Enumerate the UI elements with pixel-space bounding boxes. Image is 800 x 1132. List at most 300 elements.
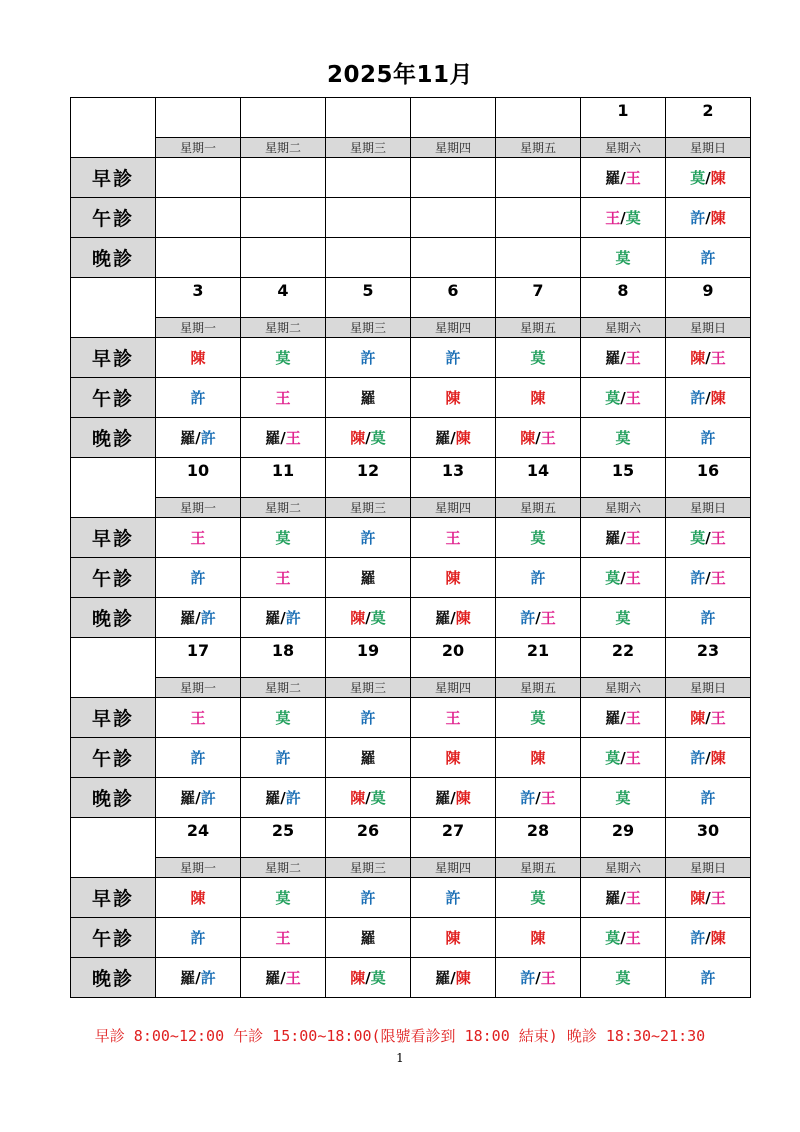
doctor-cell <box>326 198 411 238</box>
doctor-name: 王 <box>275 569 291 587</box>
doctor-name: 許 <box>700 969 716 987</box>
doctor-separator: / <box>705 529 711 547</box>
doctor-name: 莫 <box>530 889 546 907</box>
weekday-label: 星期六 <box>581 138 666 158</box>
date-cell: 29 <box>581 818 666 858</box>
doctor-cell <box>496 698 581 738</box>
doctor-name: 陳 <box>690 349 706 367</box>
doctor-name: 羅 <box>605 169 621 187</box>
slot-row-evening <box>71 418 751 458</box>
doctor-cell <box>496 238 581 278</box>
doctor-name: 陳 <box>710 209 726 227</box>
doctor-name: 羅 <box>180 609 196 627</box>
doctor-separator: / <box>280 969 286 987</box>
date-cell: 16 <box>666 458 751 498</box>
doctor-separator: / <box>280 429 286 447</box>
doctor-cell <box>666 158 751 198</box>
doctor-separator: / <box>195 789 201 807</box>
doctor-separator: / <box>620 569 626 587</box>
doctor-cell <box>156 338 241 378</box>
doctor-name: 許 <box>520 609 536 627</box>
doctor-separator: / <box>620 889 626 907</box>
doctor-separator: / <box>195 609 201 627</box>
doctor-name: 羅 <box>605 889 621 907</box>
doctor-name: 莫 <box>275 529 291 547</box>
date-cell: 26 <box>326 818 411 858</box>
doctor-separator: / <box>620 389 626 407</box>
doctor-cell <box>666 558 751 598</box>
date-cell: 4 <box>241 278 326 318</box>
doctor-cell <box>156 778 241 818</box>
doctor-name: 王 <box>190 709 206 727</box>
slot-label-evening: 晚診 <box>71 418 156 458</box>
date-cell: 8 <box>581 278 666 318</box>
weekday-label: 星期五 <box>496 498 581 518</box>
doctor-cell <box>581 778 666 818</box>
doctor-name: 羅 <box>605 349 621 367</box>
doctor-name: 王 <box>445 709 461 727</box>
doctor-name: 莫 <box>530 529 546 547</box>
doctor-name: 王 <box>190 529 206 547</box>
weekday-label: 星期六 <box>581 678 666 698</box>
weekday-label: 星期日 <box>666 678 751 698</box>
slot-row-evening <box>71 238 751 278</box>
weekday-row <box>71 678 751 698</box>
doctor-cell <box>411 198 496 238</box>
weekday-label: 星期四 <box>411 858 496 878</box>
date-cell: 7 <box>496 278 581 318</box>
doctor-cell <box>581 518 666 558</box>
doctor-name: 許 <box>360 709 376 727</box>
doctor-cell <box>326 778 411 818</box>
doctor-name: 莫 <box>615 609 631 627</box>
doctor-cell <box>581 418 666 458</box>
weekday-label: 星期二 <box>241 858 326 878</box>
doctor-name: 羅 <box>435 969 451 987</box>
doctor-cell <box>581 878 666 918</box>
doctor-cell <box>156 878 241 918</box>
doctor-cell <box>241 338 326 378</box>
doctor-name: 羅 <box>180 969 196 987</box>
weekday-row <box>71 138 751 158</box>
doctor-name: 王 <box>285 969 301 987</box>
date-cell <box>496 98 581 138</box>
weekday-label: 星期五 <box>496 138 581 158</box>
week-corner-cell <box>71 818 156 878</box>
doctor-name: 王 <box>285 429 301 447</box>
weekday-label: 星期四 <box>411 138 496 158</box>
weekday-label: 星期二 <box>241 318 326 338</box>
weekday-row <box>71 318 751 338</box>
doctor-name: 羅 <box>265 969 281 987</box>
doctor-name: 許 <box>190 569 206 587</box>
date-cell: 2 <box>666 98 751 138</box>
doctor-name: 許 <box>690 929 706 947</box>
doctor-name: 王 <box>625 529 641 547</box>
doctor-cell <box>411 878 496 918</box>
doctor-cell <box>411 778 496 818</box>
doctor-name: 王 <box>710 349 726 367</box>
doctor-name: 許 <box>200 789 216 807</box>
doctor-name: 羅 <box>265 609 281 627</box>
doctor-name: 王 <box>625 749 641 767</box>
slot-row-afternoon <box>71 198 751 238</box>
doctor-cell <box>496 338 581 378</box>
doctor-name: 許 <box>530 569 546 587</box>
doctor-cell <box>241 238 326 278</box>
date-cell: 25 <box>241 818 326 858</box>
doctor-name: 陳 <box>190 349 206 367</box>
doctor-name: 王 <box>275 389 291 407</box>
doctor-name: 許 <box>360 529 376 547</box>
weekday-label: 星期四 <box>411 318 496 338</box>
doctor-separator: / <box>620 349 626 367</box>
weekday-label: 星期六 <box>581 858 666 878</box>
date-cell <box>156 98 241 138</box>
slot-row-morning <box>71 878 751 918</box>
slot-label-evening: 晚診 <box>71 958 156 998</box>
date-cell: 22 <box>581 638 666 678</box>
date-cell: 5 <box>326 278 411 318</box>
doctor-name: 王 <box>605 209 621 227</box>
weekday-label: 星期六 <box>581 318 666 338</box>
doctor-name: 許 <box>700 609 716 627</box>
doctor-separator: / <box>705 169 711 187</box>
page-number: 1 <box>396 1051 404 1065</box>
doctor-cell <box>411 418 496 458</box>
doctor-cell <box>581 158 666 198</box>
doctor-cell <box>326 158 411 198</box>
doctor-name: 許 <box>200 429 216 447</box>
doctor-separator: / <box>195 969 201 987</box>
doctor-cell <box>666 698 751 738</box>
doctor-cell <box>326 238 411 278</box>
doctor-separator: / <box>620 709 626 727</box>
doctor-name: 羅 <box>360 749 376 767</box>
doctor-name: 莫 <box>690 529 706 547</box>
date-cell <box>241 98 326 138</box>
weekday-label: 星期三 <box>326 318 411 338</box>
slot-label-evening: 晚診 <box>71 598 156 638</box>
doctor-separator: / <box>365 609 371 627</box>
doctor-name: 王 <box>540 609 556 627</box>
doctor-name: 莫 <box>625 209 641 227</box>
date-cell: 6 <box>411 278 496 318</box>
slot-row-evening <box>71 598 751 638</box>
doctor-separator: / <box>450 789 456 807</box>
doctor-name: 許 <box>360 889 376 907</box>
doctor-name: 羅 <box>605 709 621 727</box>
doctor-separator: / <box>535 969 541 987</box>
doctor-name: 許 <box>690 749 706 767</box>
weekday-label: 星期一 <box>156 498 241 518</box>
doctor-separator: / <box>620 169 626 187</box>
doctor-separator: / <box>705 889 711 907</box>
doctor-name: 陳 <box>455 969 471 987</box>
doctor-cell <box>241 198 326 238</box>
weekday-label: 星期二 <box>241 498 326 518</box>
slot-label-afternoon: 午診 <box>71 918 156 958</box>
doctor-cell <box>581 378 666 418</box>
weekday-label: 星期一 <box>156 858 241 878</box>
weekday-label: 星期三 <box>326 498 411 518</box>
doctor-name: 陳 <box>190 889 206 907</box>
weekday-label: 星期三 <box>326 138 411 158</box>
doctor-name: 莫 <box>605 929 621 947</box>
doctor-name: 王 <box>540 429 556 447</box>
weekday-label: 星期五 <box>496 318 581 338</box>
doctor-name: 王 <box>445 529 461 547</box>
doctor-name: 莫 <box>530 349 546 367</box>
doctor-name: 莫 <box>275 349 291 367</box>
date-cell: 28 <box>496 818 581 858</box>
doctor-cell <box>241 418 326 458</box>
slot-label-afternoon: 午診 <box>71 558 156 598</box>
date-cell: 27 <box>411 818 496 858</box>
doctor-separator: / <box>365 429 371 447</box>
doctor-name: 許 <box>190 749 206 767</box>
doctor-separator: / <box>620 209 626 227</box>
doctor-cell <box>411 698 496 738</box>
doctor-cell <box>241 378 326 418</box>
slot-label-morning: 早診 <box>71 518 156 558</box>
weekday-row <box>71 858 751 878</box>
slot-label-morning: 早診 <box>71 158 156 198</box>
doctor-cell <box>411 238 496 278</box>
doctor-separator: / <box>705 749 711 767</box>
doctor-name: 莫 <box>605 749 621 767</box>
doctor-name: 陳 <box>710 389 726 407</box>
doctor-cell <box>241 778 326 818</box>
doctor-cell <box>666 198 751 238</box>
date-cell: 15 <box>581 458 666 498</box>
doctor-cell <box>581 958 666 998</box>
doctor-cell <box>241 518 326 558</box>
weekday-label: 星期六 <box>581 498 666 518</box>
doctor-cell <box>666 598 751 638</box>
weekday-label: 星期日 <box>666 138 751 158</box>
doctor-name: 王 <box>540 969 556 987</box>
doctor-name: 許 <box>285 789 301 807</box>
doctor-cell <box>411 378 496 418</box>
doctor-cell <box>326 738 411 778</box>
doctor-name: 羅 <box>435 609 451 627</box>
date-cell: 10 <box>156 458 241 498</box>
doctor-name: 陳 <box>350 969 366 987</box>
doctor-cell <box>241 598 326 638</box>
doctor-name: 陳 <box>710 169 726 187</box>
doctor-cell <box>326 378 411 418</box>
doctor-cell <box>156 158 241 198</box>
slot-label-morning: 早診 <box>71 878 156 918</box>
doctor-name: 陳 <box>455 429 471 447</box>
doctor-cell <box>496 518 581 558</box>
date-cell: 9 <box>666 278 751 318</box>
doctor-separator: / <box>365 969 371 987</box>
doctor-name: 王 <box>625 169 641 187</box>
slot-row-afternoon <box>71 378 751 418</box>
date-cell: 20 <box>411 638 496 678</box>
slot-label-afternoon: 午診 <box>71 198 156 238</box>
doctor-cell <box>326 338 411 378</box>
doctor-cell <box>411 918 496 958</box>
doctor-separator: / <box>705 709 711 727</box>
doctor-name: 陳 <box>350 609 366 627</box>
doctor-cell <box>241 738 326 778</box>
doctor-name: 王 <box>625 709 641 727</box>
doctor-name: 羅 <box>265 789 281 807</box>
doctor-name: 莫 <box>615 249 631 267</box>
doctor-cell <box>156 698 241 738</box>
doctor-name: 王 <box>710 569 726 587</box>
weekday-label: 星期二 <box>241 678 326 698</box>
doctor-cell <box>581 338 666 378</box>
date-cell: 30 <box>666 818 751 858</box>
slot-row-morning <box>71 338 751 378</box>
weekday-label: 星期四 <box>411 678 496 698</box>
doctor-cell <box>241 558 326 598</box>
doctor-cell <box>411 158 496 198</box>
doctor-name: 莫 <box>370 789 386 807</box>
week-date-row <box>71 818 751 858</box>
week-corner-cell <box>71 98 156 158</box>
doctor-cell <box>156 738 241 778</box>
doctor-cell <box>581 238 666 278</box>
week-date-row <box>71 98 751 138</box>
date-cell: 24 <box>156 818 241 858</box>
doctor-separator: / <box>365 789 371 807</box>
doctor-cell <box>581 698 666 738</box>
week-corner-cell <box>71 638 156 698</box>
doctor-cell <box>326 918 411 958</box>
doctor-separator: / <box>280 609 286 627</box>
weekday-label: 星期三 <box>326 858 411 878</box>
doctor-separator: / <box>535 609 541 627</box>
doctor-name: 王 <box>540 789 556 807</box>
doctor-cell <box>241 878 326 918</box>
doctor-name: 陳 <box>350 429 366 447</box>
doctor-separator: / <box>620 749 626 767</box>
doctor-cell <box>496 738 581 778</box>
weekday-label: 星期一 <box>156 318 241 338</box>
page-title: 2025年11月 <box>326 62 474 88</box>
doctor-separator: / <box>620 529 626 547</box>
slot-label-afternoon: 午診 <box>71 378 156 418</box>
doctor-name: 許 <box>520 969 536 987</box>
doctor-name: 陳 <box>445 389 461 407</box>
doctor-name: 莫 <box>275 709 291 727</box>
date-cell: 17 <box>156 638 241 678</box>
doctor-name: 羅 <box>180 429 196 447</box>
doctor-name: 王 <box>275 929 291 947</box>
doctor-name: 羅 <box>180 789 196 807</box>
doctor-name: 許 <box>690 569 706 587</box>
doctor-name: 莫 <box>605 569 621 587</box>
doctor-name: 莫 <box>690 169 706 187</box>
doctor-name: 許 <box>700 249 716 267</box>
weekday-label: 星期日 <box>666 318 751 338</box>
slot-row-afternoon <box>71 558 751 598</box>
date-cell: 3 <box>156 278 241 318</box>
week-date-row <box>71 278 751 318</box>
doctor-separator: / <box>705 209 711 227</box>
slot-row-morning <box>71 158 751 198</box>
doctor-name: 陳 <box>445 749 461 767</box>
doctor-name: 莫 <box>370 609 386 627</box>
doctor-cell <box>666 878 751 918</box>
doctor-name: 陳 <box>350 789 366 807</box>
date-cell: 1 <box>581 98 666 138</box>
weekday-label: 星期二 <box>241 138 326 158</box>
doctor-name: 許 <box>700 789 716 807</box>
doctor-name: 羅 <box>605 529 621 547</box>
doctor-name: 許 <box>190 929 206 947</box>
doctor-cell <box>496 878 581 918</box>
doctor-name: 王 <box>710 709 726 727</box>
weekday-label: 星期一 <box>156 678 241 698</box>
weekday-label: 星期日 <box>666 858 751 878</box>
doctor-name: 莫 <box>275 889 291 907</box>
doctor-name: 王 <box>625 889 641 907</box>
doctor-cell <box>411 558 496 598</box>
date-cell: 19 <box>326 638 411 678</box>
doctor-cell <box>666 238 751 278</box>
doctor-name: 羅 <box>265 429 281 447</box>
doctor-cell <box>156 918 241 958</box>
doctor-separator: / <box>705 569 711 587</box>
doctor-cell <box>581 598 666 638</box>
doctor-name: 王 <box>625 569 641 587</box>
doctor-separator: / <box>195 429 201 447</box>
slot-row-afternoon <box>71 738 751 778</box>
date-cell <box>326 98 411 138</box>
slot-label-morning: 早診 <box>71 338 156 378</box>
doctor-separator: / <box>280 789 286 807</box>
doctor-name: 王 <box>625 349 641 367</box>
doctor-name: 陳 <box>530 929 546 947</box>
date-cell: 14 <box>496 458 581 498</box>
doctor-name: 羅 <box>360 929 376 947</box>
doctor-cell <box>326 878 411 918</box>
doctor-cell <box>156 598 241 638</box>
doctor-name: 莫 <box>605 389 621 407</box>
weekday-label: 星期三 <box>326 678 411 698</box>
doctor-cell <box>666 738 751 778</box>
doctor-name: 許 <box>275 749 291 767</box>
doctor-cell <box>666 918 751 958</box>
doctor-cell <box>326 518 411 558</box>
weekday-label: 星期五 <box>496 858 581 878</box>
doctor-name: 羅 <box>360 389 376 407</box>
date-cell: 21 <box>496 638 581 678</box>
doctor-name: 羅 <box>360 569 376 587</box>
doctor-name: 王 <box>710 889 726 907</box>
doctor-name: 莫 <box>615 429 631 447</box>
doctor-cell <box>411 958 496 998</box>
doctor-cell <box>241 958 326 998</box>
weekday-label: 星期四 <box>411 498 496 518</box>
doctor-cell <box>326 598 411 638</box>
doctor-cell <box>156 238 241 278</box>
doctor-name: 莫 <box>615 969 631 987</box>
doctor-cell <box>326 958 411 998</box>
doctor-cell <box>666 418 751 458</box>
doctor-cell <box>581 738 666 778</box>
date-cell: 23 <box>666 638 751 678</box>
doctor-cell <box>156 418 241 458</box>
slot-row-evening <box>71 958 751 998</box>
doctor-separator: / <box>535 429 541 447</box>
